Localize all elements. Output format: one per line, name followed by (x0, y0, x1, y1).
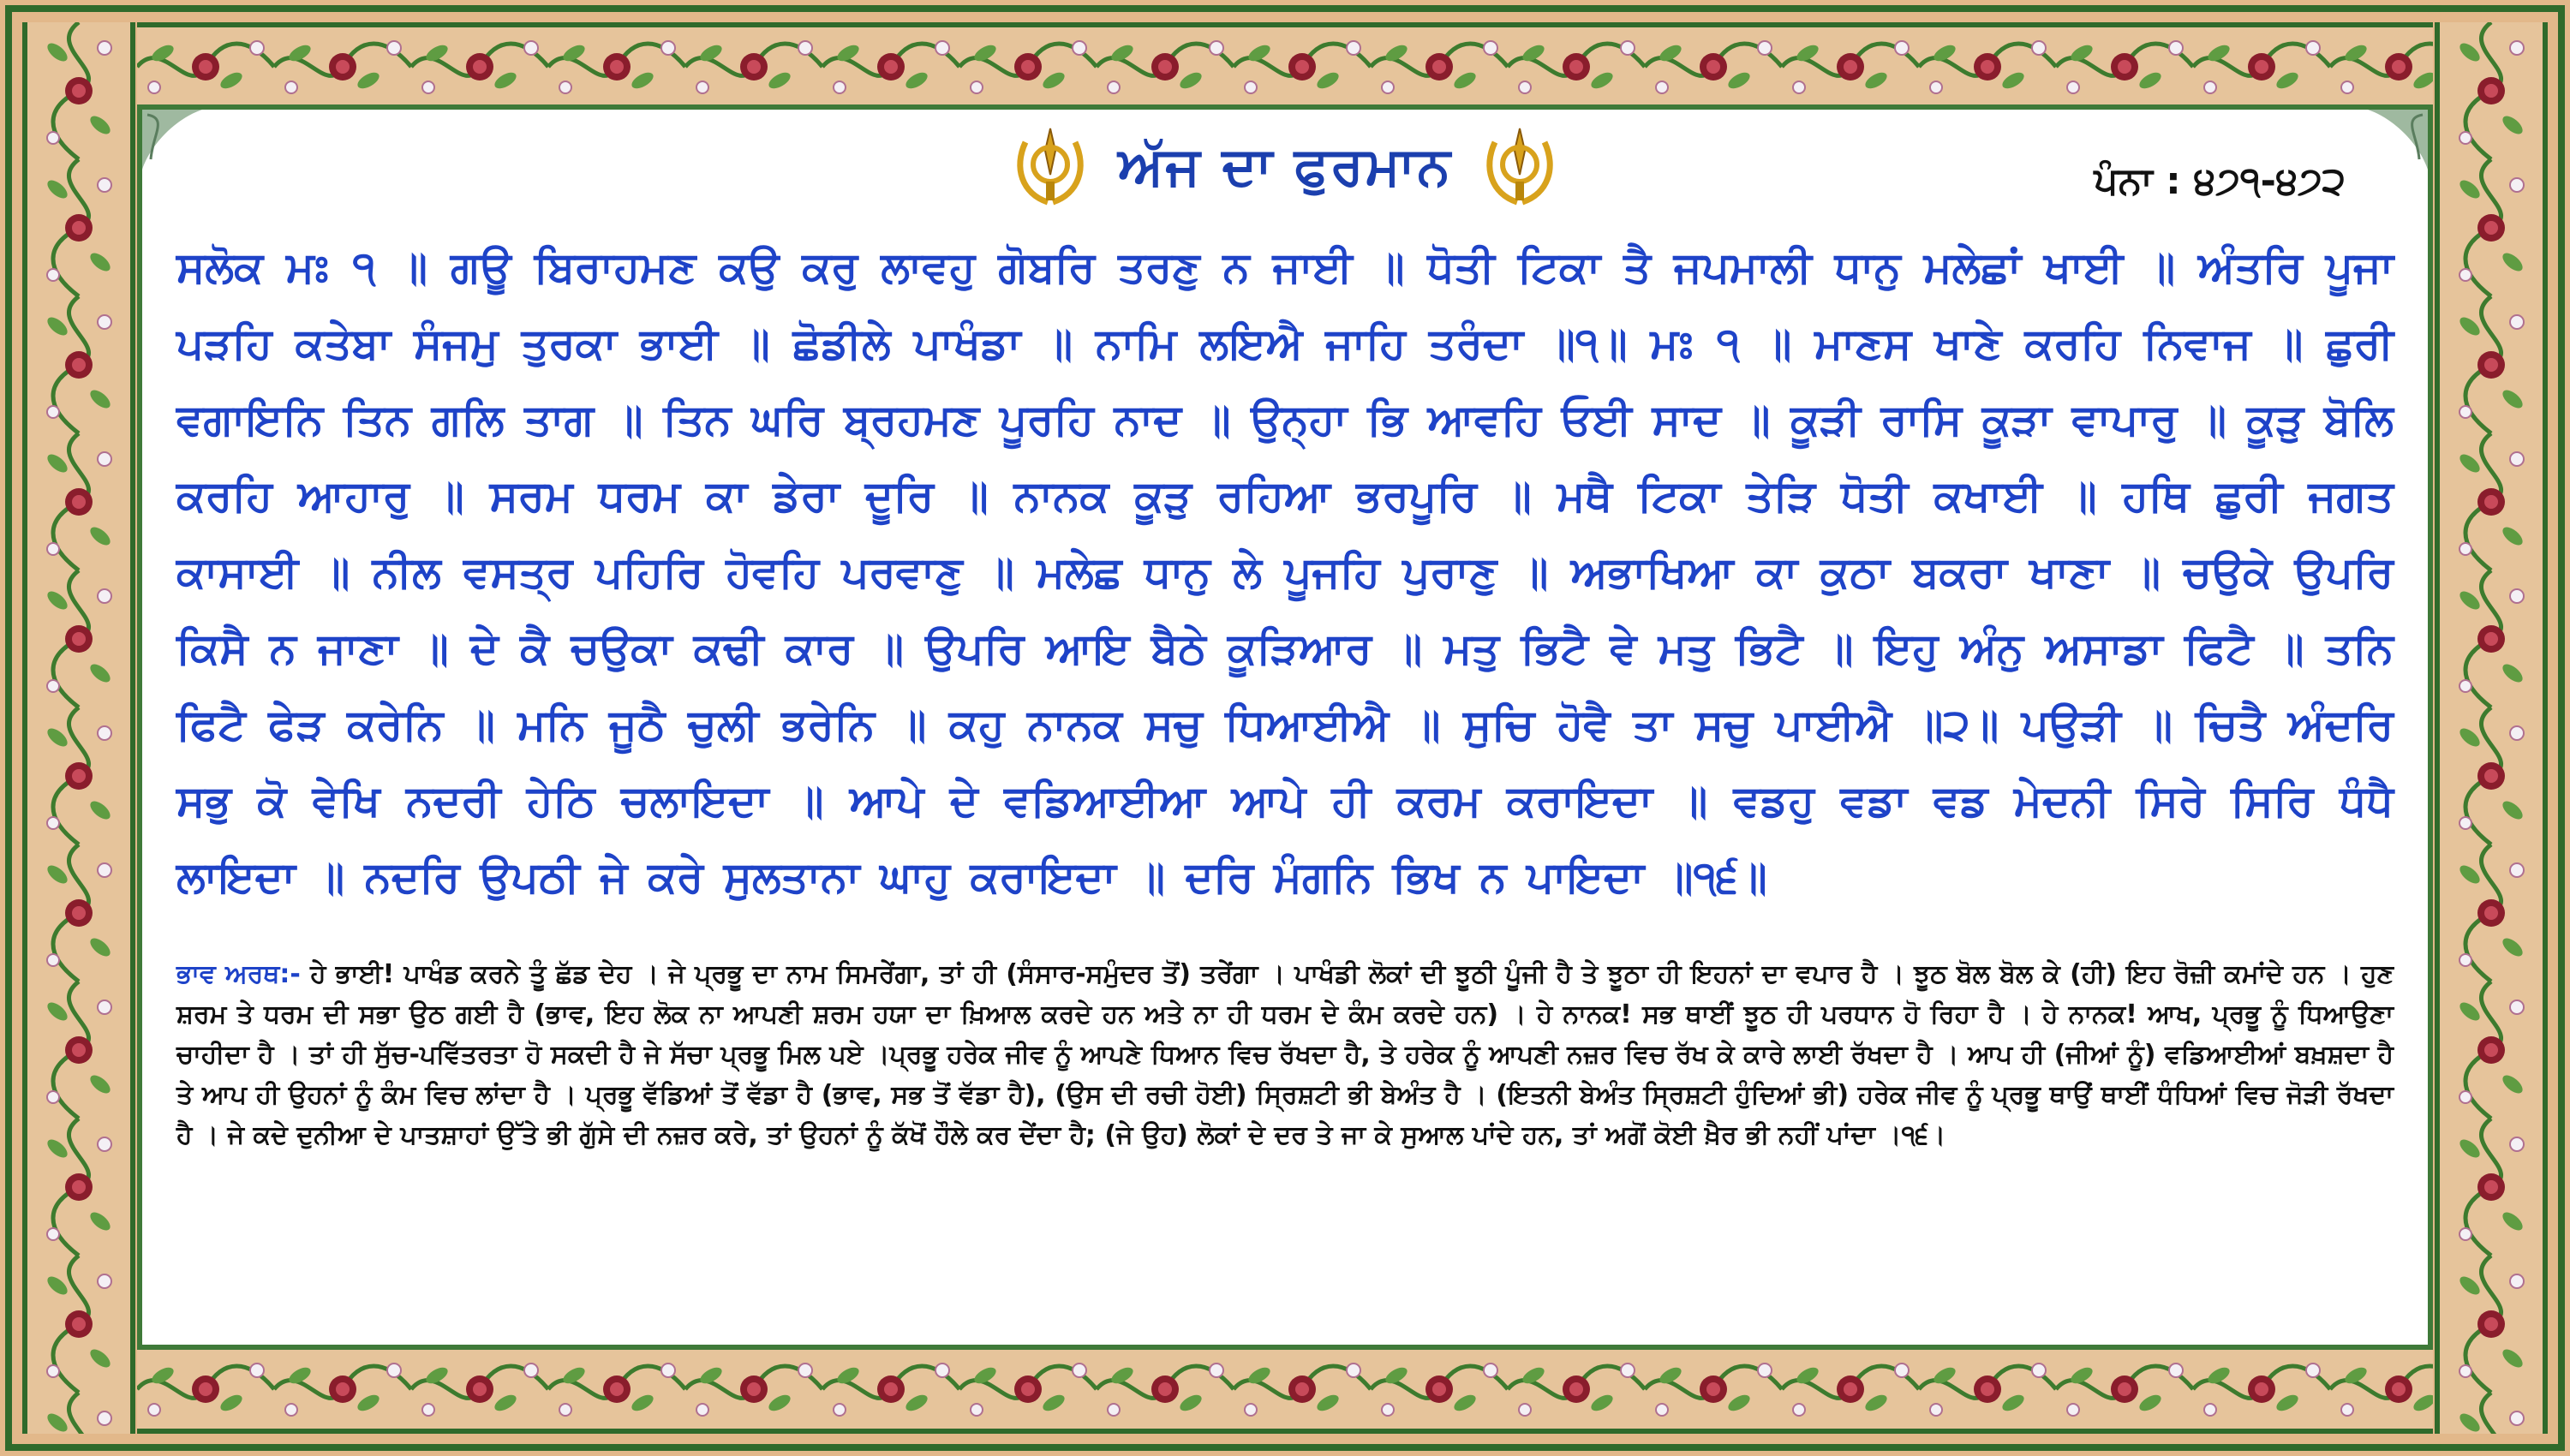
floral-border-right (2435, 22, 2548, 1434)
meaning-label: ਭਾਵ ਅਰਥ:- (176, 959, 301, 989)
page-title: ਅੱਜ ਦਾ ਫੁਰਮਾਨ (1118, 134, 1452, 197)
floral-border-left (22, 22, 135, 1434)
khanda-icon (1013, 125, 1087, 207)
floral-border-bottom (137, 1345, 2433, 1434)
khanda-icon (1483, 125, 1557, 207)
page-reference: ਪੰਨਾ : ੪੭੧-੪੭੨ (2094, 159, 2346, 203)
title-group (1013, 125, 1557, 207)
header (142, 125, 2428, 219)
gurbani-text: ਸਲੋਕ ਮਃ ੧ ॥ ਗਊ ਬਿਰਾਹਮਣ ਕਉ ਕਰੁ ਲਾਵਹੁ ਗੋਬਰਿ ਤਰਣੁ ਨ ਜਾਈ ॥ ਧੋਤੀ ਟਿਕਾ ਤੈ ਜਪਮਾਲੀ ਧਾਨੁ ਮਲੇਛਾਂ ਖਾਈ ॥ ਅੰਤਰਿ ਪੂਜਾ ਪੜਹਿ ਕਤੇਬਾ ਸੰਜਮੁ ਤੁਰਕਾ ਭਾਈ ॥ ਛੋਡੀਲੇ ਪਾਖੰਡਾ ॥ ਨਾਮਿ ਲਇਐ ਜਾਹਿ ਤਰੰਦਾ ॥੧॥ ਮਃ ੧ ॥ ਮਾਣਸ ਖਾਣੇ ਕਰਹਿ ਨਿਵਾਜ ॥ ਛੁਰੀ ਵਗਾਇਨਿ ਤਿਨ ਗਲਿ ਤਾਗ ॥ ਤਿਨ ਘਰਿ ਬ੍ਰਹਮਣ ਪੂਰਹਿ ਨਾਦ ॥ ਉਨ੍ਹਾ ਭਿ ਆਵਹਿ ਓਈ ਸਾਦ ॥ ਕੂੜੀ ਰਾਸਿ ਕੂੜਾ ਵਾਪਾਰੁ ॥ ਕੂੜੁ ਬੋਲਿ ਕਰਹਿ ਆਹਾਰੁ ॥ ਸਰਮ ਧਰਮ ਕਾ ਡੇਰਾ ਦੂਰਿ ॥ ਨਾਨਕ ਕੂੜੁ ਰਹਿਆ ਭਰਪੂਰਿ ॥ ਮਥੈ ਟਿਕਾ ਤੇੜਿ ਧੋਤੀ ਕਖਾਈ ॥ ਹਥਿ ਛੁਰੀ ਜਗਤ ਕਾਸਾਈ ॥ ਨੀਲ ਵਸਤ੍ਰ ਪਹਿਰਿ ਹੋਵਹਿ ਪਰਵਾਣੁ ॥ ਮਲੇਛ ਧਾਨੁ ਲੇ ਪੂਜਹਿ ਪੁਰਾਣੁ ॥ ਅਭਾਖਿਆ ਕਾ ਕੁਠਾ ਬਕਰਾ ਖਾਣਾ ॥ ਚਉਕੇ ਉਪਰਿ ਕਿਸੈ ਨ ਜਾਣਾ ॥ ਦੇ ਕੈ ਚਉਕਾ ਕਢੀ ਕਾਰ ॥ ਉਪਰਿ ਆਇ ਬੈਠੇ ਕੂੜਿਆਰ ॥ ਮਤੁ ਭਿਟੈ ਵੇ ਮਤੁ ਭਿਟੈ ॥ ਇਹੁ ਅੰਨੁ ਅਸਾਡਾ ਫਿਟੈ ॥ ਤਨਿ ਫਿਟੈ ਫੇੜ ਕਰੇਨਿ ॥ ਮਨਿ ਜੂਠੈ ਚੁਲੀ ਭਰੇਨਿ ॥ ਕਹੁ ਨਾਨਕ ਸਚੁ ਧਿਆਈਐ ॥ ਸੁਚਿ ਹੋਵੈ ਤਾ ਸਚੁ ਪਾਈਐ ॥੨॥ ਪਉੜੀ ॥ ਚਿਤੈ ਅੰਦਰਿ ਸਭੁ ਕੋ ਵੇਖਿ ਨਦਰੀ ਹੇਠਿ ਚਲਾਇਦਾ ॥ ਆਪੇ ਦੇ ਵਡਿਆਈਆ ਆਪੇ ਹੀ ਕਰਮ ਕਰਾਇਦਾ ॥ ਵਡਹੁ ਵਡਾ ਵਡ ਮੇਦਨੀ ਸਿਰੇ ਸਿਰਿ ਧੰਧੈ ਲਾਇਦਾ ॥ ਨਦਰਿ ਉਪਠੀ ਜੇ ਕਰੇ ਸੁਲਤਾਨਾ ਘਾਹੁ ਕਰਾਇਦਾ ॥ ਦਰਿ ਮੰਗਨਿ ਭਿਖ ਨ ਪਾਇਦਾ ॥੧੬॥ (176, 242, 2394, 902)
meaning-paragraph (176, 954, 2394, 1155)
floral-border-top (137, 22, 2433, 111)
meaning-text: ਹੇ ਭਾਈ! ਪਾਖੰਡ ਕਰਨੇ ਤੂੰ ਛੱਡ ਦੇਹ । ਜੇ ਪ੍ਰਭੂ ਦਾ ਨਾਮ ਸਿਮਰੇਂਗਾ, ਤਾਂ ਹੀ (ਸੰਸਾਰ-ਸਮੁੰਦਰ ਤੋਂ) ਤਰੇਂਗਾ । ਪਾਖੰਡੀ ਲੋਕਾਂ ਦੀ ਝੂਠੀ ਪੂੰਜੀ ਹੈ ਤੇ ਝੂਠਾ ਹੀ ਇਹਨਾਂ ਦਾ ਵਪਾਰ ਹੈ । ਝੂਠ ਬੋਲ ਬੋਲ ਕੇ (ਹੀ) ਇਹ ਰੋਜ਼ੀ ਕਮਾਂਦੇ ਹਨ । ਹੁਣ ਸ਼ਰਮ ਤੇ ਧਰਮ ਦੀ ਸਭਾ ਉਠ ਗਈ ਹੈ (ਭਾਵ, ਇਹ ਲੋਕ ਨਾ ਆਪਣੀ ਸ਼ਰਮ ਹਯਾ ਦਾ ਖ਼ਿਆਲ ਕਰਦੇ ਹਨ ਅਤੇ ਨਾ ਹੀ ਧਰਮ ਦੇ ਕੰਮ ਕਰਦੇ ਹਨ) । ਹੇ ਨਾਨਕ! ਸਭ ਥਾਈਂ ਝੂਠ ਹੀ ਪਰਧਾਨ ਹੋ ਰਿਹਾ ਹੈ । ਹੇ ਨਾਨਕ! ਆਖ, ਪ੍ਰਭੂ ਨੂੰ ਧਿਆਉਣਾ ਚਾਹੀਦਾ ਹੈ । ਤਾਂ ਹੀ ਸੁੱਚ-ਪਵਿੱਤਰਤਾ ਹੋ ਸਕਦੀ ਹੈ ਜੇ ਸੱਚਾ ਪ੍ਰਭੂ ਮਿਲ ਪਏ ।ਪ੍ਰਭੂ ਹਰੇਕ ਜੀਵ ਨੂੰ ਆਪਣੇ ਧਿਆਨ ਵਿਚ ਰੱਖਦਾ ਹੈ, ਤੇ ਹਰੇਕ ਨੂੰ ਆਪਣੀ ਨਜ਼ਰ ਵਿਚ ਰੱਖ ਕੇ ਕਾਰੇ ਲਾਈ ਰੱਖਦਾ ਹੈ । ਆਪ ਹੀ (ਜੀਆਂ ਨੂੰ) ਵਡਿਆਈਆਂ ਬਖ਼ਸ਼ਦਾ ਹੈ ਤੇ ਆਪ ਹੀ ਉਹਨਾਂ ਨੂੰ ਕੰਮ ਵਿਚ ਲਾਂਦਾ ਹੈ । ਪ੍ਰਭੂ ਵੱਡਿਆਂ ਤੋਂ ਵੱਡਾ ਹੈ (ਭਾਵ, ਸਭ ਤੋਂ ਵੱਡਾ ਹੈ), (ਉਸ ਦੀ ਰਚੀ ਹੋਈ) ਸ੍ਰਿਸ਼ਟੀ ਭੀ ਬੇਅੰਤ ਹੈ । (ਇਤਨੀ ਬੇਅੰਤ ਸ੍ਰਿਸ਼ਟੀ ਹੁੰਦਿਆਂ ਭੀ) ਹਰੇਕ ਜੀਵ ਨੂੰ ਪ੍ਰਭੂ ਥਾਉਂ ਥਾਈਂ ਧੰਧਿਆਂ ਵਿਚ ਜੋੜੀ ਰੱਖਦਾ ਹੈ । ਜੇ ਕਦੇ ਦੁਨੀਆ ਦੇ ਪਾਤਸ਼ਾਹਾਂ ਉੱਤੇ ਭੀ ਗੁੱਸੇ ਦੀ ਨਜ਼ਰ ਕਰੇ, ਤਾਂ ਉਹਨਾਂ ਨੂੰ ਕੱਖੋਂ ਹੌਲੇ ਕਰ ਦੇਂਦਾ ਹੈ; (ਜੇ ਉਹ) ਲੋਕਾਂ ਦੇ ਦਰ ਤੇ ਜਾ ਕੇ ਸੁਆਲ ਪਾਂਦੇ ਹਨ, ਤਾਂ ਅਗੋਂ ਕੋਈ ਖ਼ੈਰ ਭੀ ਨਹੀਂ ਪਾਂਦਾ ।੧੬। (176, 959, 2394, 1150)
content-panel (137, 104, 2433, 1350)
